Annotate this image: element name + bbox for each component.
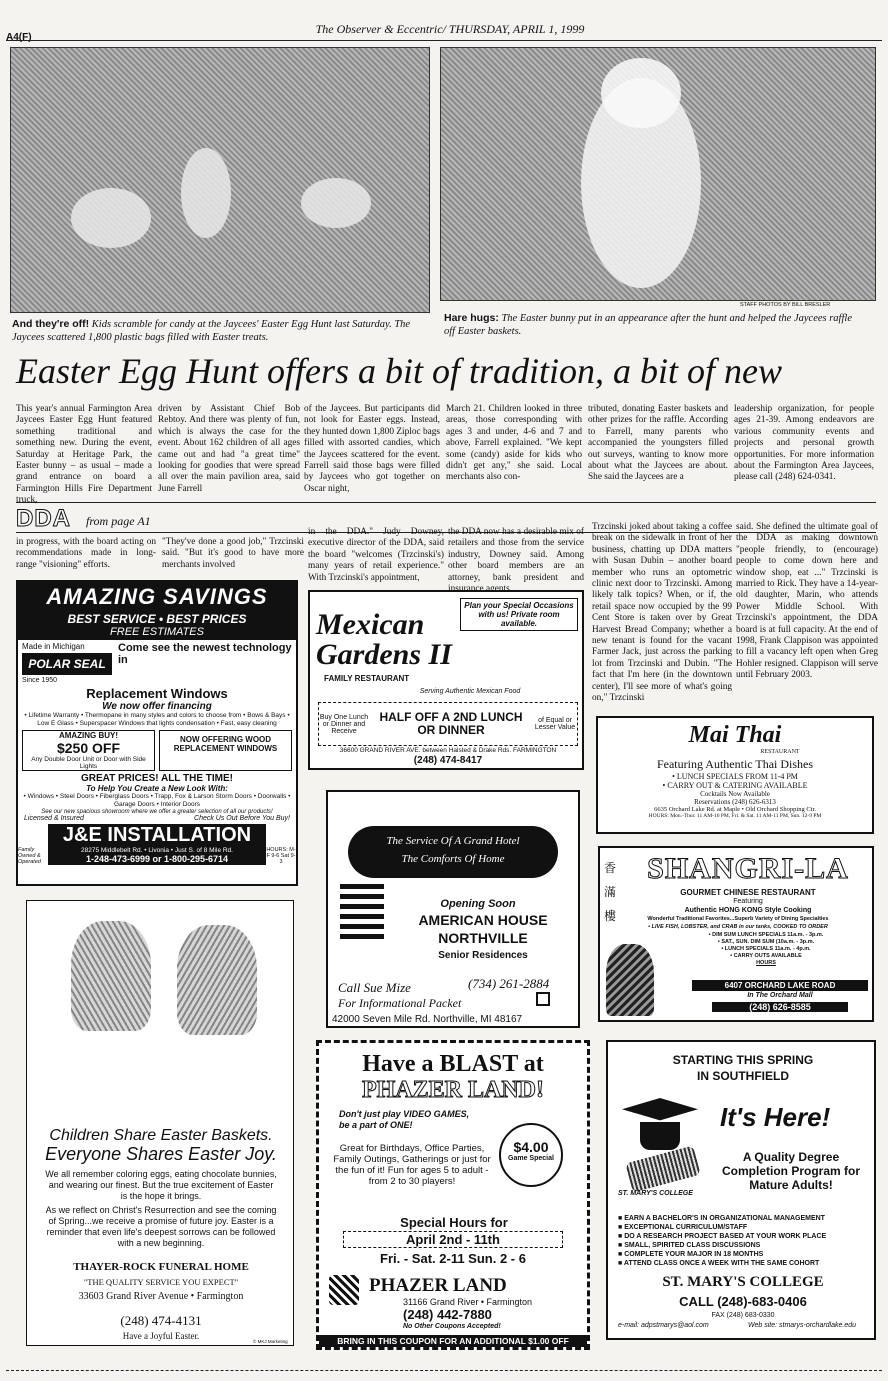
left-caption-lead: And they're off! (12, 318, 90, 330)
ad-phazer-land (316, 1040, 590, 1350)
american-address: 42000 Seven Mile Rd. Northville, MI 48167 (332, 1014, 523, 1025)
article-column-6: leadership organization, for people ages 21-39. Among endeavors are various community events and projects and personal growth opportunities. For more information about the Farmington Area Jaycees, please call (248) 624-0341. (734, 404, 874, 483)
phazer-times: Fri. - Sat. 2-11 Sun. 2 - 6 (380, 1251, 526, 1266)
article-column-2: driven by Assistant Chief Bob Rebtoy. And there was plenty of fun, which is always the case for the event. About 162 children of all ages came out and had "a great time" looking for goodies that were spread all over the main pavilion area, said June Farrell (158, 404, 300, 494)
mexican-name: Mexican Gardens II (316, 608, 452, 671)
mexican-offer: HALF OFF A 2ND LUNCH OR DINNER (379, 710, 523, 737)
shangrila-lunch: • LUNCH SPECIALS 11a.m. - 4p.m. (721, 946, 811, 952)
maithai-address: 6635 Orchard Lake Rd. at Maple • Old Orchard Shopping Ctr. (654, 806, 816, 813)
mexican-type: FAMILY RESTAURANT (324, 674, 410, 683)
je-products: • Windows • Steel Doors • Fiberglass Doors • Trapp, Fox & Larson Storm Doors • Doorwalls • Garage Doors • Interior Doors (23, 793, 291, 808)
stmarys-call: CALL (248)-683-0406 (679, 1294, 807, 1309)
shangrila-live: • LIVE FISH, LOBSTER, and CRAB in our tanks, COOKED TO ORDER (648, 924, 828, 930)
je-made-in: Made in Michigan (22, 642, 85, 651)
je-financing: We now offer financing (102, 701, 212, 712)
right-caption-text: The Easter bunny put in an appearance after the hunt and helped the Jaycees raffle off Easter baskets. (444, 313, 852, 337)
ad-st-marys (606, 1040, 876, 1340)
dda-column-4: the DDA now has a desirable mix of retailers and those from the service industry, Downey said. Among other board members are an attorney, bank president and (448, 527, 584, 583)
right-photo-caption (444, 312, 864, 338)
stmarys-quality1: A Quality Degree (742, 1150, 840, 1164)
equal-housing-icon (536, 992, 550, 1006)
american-packet: For Informational Packet (338, 996, 462, 1010)
phazer-dont: Don't just play VIDEO GAMES, be a part of ONE! (339, 1109, 470, 1130)
maithai-type: RESTAURANT (760, 749, 800, 755)
shangrila-name: SHANGRI-LA (647, 852, 849, 885)
je-come-see: Come see the newest technology in (118, 642, 292, 666)
phazer-dates: April 2nd - 11th (343, 1231, 563, 1248)
phazer-name: PHAZER LAND (369, 1275, 507, 1296)
stmarys-web: Web site: stmarys-orchardlake.edu (748, 1322, 857, 1329)
je-now-offering: NOW OFFERING WOOD REPLACEMENT WINDOWS (159, 730, 292, 771)
stmarys-logo: ST. MARY'S COLLEGE (618, 1190, 693, 1197)
shangrila-phone: (248) 626-8585 (712, 1002, 848, 1012)
dda-column-1: in progress, with the board acting on recommendations made in long-range "visioning" efforts. (16, 537, 156, 570)
stmarys-bullet: ■ DO A RESEARCH PROJECT BASED AT YOUR WORK PLACE (618, 1233, 827, 1240)
shangrila-sat: • SAT., SUN. DIM SUM (10a.m. - 3p.m. (717, 939, 815, 945)
american-tag2: The Comforts Of Home (401, 853, 505, 865)
dda-column-6: said. She defined the ultimate goal of the DDA as making downtown "people friendly, to (encourage) people to come down here and window shop, eat ..." Trzcinski is married to Rick. They have a 14-year-old daughter, Marin, who attends Power Middle School. With Trzcinski's appointment, the DDA board is at full capacity. At the end of 1998, Frank Clappison was appointed to fill a vacancy left open when Greg Hohler resigned. Clappison will serve until February 2003. (736, 522, 878, 681)
je-company: J&E INSTALLATION (48, 824, 266, 847)
shangrila-plaza: In The Orchard Mall (747, 992, 813, 999)
ad-american-house (326, 790, 580, 1028)
article-column-3: of the Jaycees. But participants did not look for Easter eggs. Instead, they hunted down 1,800 Ziploc bags filled with assorted candies, which the Jaycees scattered for the event. Farrell said those bags were filled by Jaycees who got together on Oscar night, (304, 404, 440, 494)
stmarys-fax: FAX (248) 683-0330 (711, 1312, 775, 1319)
phazer-price: $4.00 (513, 1139, 549, 1155)
je-hours: HOURS: M-F 9-6 Sat 9-3 (266, 847, 296, 865)
thayer-body2: As we reflect on Christ's Resurrection and see the coming of Spring...we receive a promise of future joy. Easter is a reminder that even life's deepest sorrows can be followed with a new beginning. (45, 1205, 277, 1248)
shangrila-carry: • CARRY OUTS AVAILABLE (730, 953, 802, 959)
article-headline: Easter Egg Hunt offers a bit of tradition, a bit of new (16, 351, 783, 391)
maithai-line2: • CARRY OUT & CATERING AVAILABLE (662, 781, 808, 790)
ad-mexican-gardens (308, 590, 584, 770)
je-licensed: Licensed & Insured (24, 815, 84, 822)
thayer-phone: (248) 474-4131 (120, 1313, 202, 1328)
je-since: Since 1950 (22, 677, 58, 684)
je-buy-price: $250 OFF (56, 740, 121, 756)
shangrila-wonderful: Wonderful Traditional Favorites...Superb Variety of Dining Specialties (647, 916, 829, 922)
je-features: • Lifetime Warranty • Thermopane in many styles and colors to choose from • Bows & Bays • Low E Glass • Superspacer Windows that lights condensation • Fast, easy cleaning (24, 712, 290, 727)
phazer-headline2: PHAZER LAND! (361, 1077, 544, 1103)
je-family: Family Owned & Operated (18, 847, 41, 865)
stmarys-bullet: ■ SMALL, SPIRITED CLASS DISCUSSIONS (618, 1242, 761, 1249)
je-replacement: Replacement Windows (86, 686, 228, 701)
thayer-credit: © MKJ Marketing (253, 1339, 288, 1344)
article-column-4: March 21. Children looked in three areas, those corresponding with ages 3 and under, 4-6 and 7 and above, Farrell explained. "We kept some (candy) aside for kids who didn't get any," she said. Local merchants also con- (446, 404, 582, 483)
thayer-headline1: Children Share Easter Baskets. (49, 1127, 273, 1144)
children-illustration-icon (71, 921, 151, 1031)
je-phones: 1-248-473-6999 or 1-800-295-6714 (85, 854, 229, 864)
stmarys-name: ST. MARY'S COLLEGE (662, 1274, 824, 1290)
maithai-hours: HOURS: Mon.-Thur. 11 AM-10 PM, Fri. & Sat. 11 AM-11 PM, Sun. 12-9 PM (648, 813, 822, 819)
shangrila-type: GOURMET CHINESE RESTAURANT (680, 888, 816, 897)
dda-label: DDA (16, 505, 71, 532)
phazer-coupon: BRING IN THIS COUPON FOR AN ADDITIONAL $1.00 OFF (319, 1335, 587, 1347)
thayer-name: THAYER-ROCK FUNERAL HOME (73, 1261, 249, 1273)
maithai-name: Mai Thai (688, 722, 782, 748)
stmarys-bullet: ■ EXCEPTIONAL CURRICULUM/STAFF (618, 1224, 748, 1231)
american-phone: (734) 261-2884 (468, 976, 550, 991)
maithai-cocktails: Cocktails Now Available (700, 790, 770, 798)
article-column-1: This year's annual Farmington Area Jaycees Easter Egg Hunt featured something traditional and something new. During the event, Saturday at Heritage Park, the Easter bunny – as usual – made a grand entrance on board a Farmington Hills Fire Department truck, (16, 404, 152, 506)
je-subbanner: BEST SERVICE • BEST PRICES (18, 612, 296, 626)
photo-credit: STAFF PHOTOS BY BILL BRESLER (740, 302, 831, 308)
je-great-prices: GREAT PRICES! ALL THE TIME! (80, 773, 234, 784)
dda-column-3: in the DDA." Judy Downey, executive director of the DDA, said the board "welcomes (Trzcinski's) many years of retail experience." With Trzcinski's appointment, (308, 527, 444, 583)
maithai-line1: • LUNCH SPECIALS FROM 11-4 PM (672, 772, 798, 781)
dda-column-2: "They've done a good job," Trzcinski said. "But it's good to have more merchants involved (162, 537, 304, 570)
stmarys-bullet-list (618, 1214, 874, 1268)
american-name3: Senior Residences (438, 950, 528, 961)
phazer-price-sub: Game Special (508, 1155, 554, 1162)
je-banner: AMAZING SAVINGS (18, 582, 296, 612)
stmarys-quality2: Completion Program for (721, 1164, 860, 1178)
stmarys-heres: It's Here! (720, 1102, 831, 1132)
dda-column-5: Trzcinski joked about taking a coffee break on the sidewalk in front of her business, chatting up DDA matters with Susan Dubin – another board member who runs an optometric clinic next door to Trzcinski. Among likely talk topics? When, or if, the retail space now occupied by the 99 Cent Store is taken over by Great Harvest Bread Company; whether a new tenant is found for the vacant Farmer Jack, just across the parking lot from Trzcinski and Dubin. "The fact that I'm here (in the downtown center), I'll see more of what's going on," Trzcinski (592, 522, 732, 704)
ad-shangri-la (598, 846, 874, 1022)
maithai-reservations: Reservations (248) 626-6313 (694, 798, 776, 806)
graduation-cap-base-icon (640, 1122, 680, 1150)
je-address: 28275 Middlebelt Rd. • Livonia • Just S. of 8 Mile Rd. (81, 847, 233, 854)
stmarys-bullet: ■ ATTEND CLASS ONCE A WEEK WITH THE SAME COHORT (618, 1260, 820, 1267)
stmarys-email: e-mail: adpstmarys@aol.com (618, 1322, 709, 1329)
paper-dateline: The Observer & Eccentric/ THURSDAY, APRIL 1, 1999 (315, 22, 585, 36)
shangrila-authentic: Authentic HONG KONG Style Cooking (684, 907, 812, 914)
maithai-featuring: Featuring Authentic Thai Dishes (656, 757, 814, 771)
ad-thayer-rock (26, 900, 294, 1346)
stmarys-starting2: IN SOUTHFIELD (697, 1069, 789, 1083)
photo-easter-bunny (440, 47, 876, 301)
phazer-address: 31166 Grand River • Farmington (403, 1297, 533, 1307)
shangrila-dim: • DIM SUM LUNCH SPECIALS 11a.m. - 3p.m. (708, 932, 824, 938)
basket-illustration-icon (177, 925, 257, 1035)
mexican-phone: (248) 474-8417 (413, 755, 483, 766)
american-tag1: The Service Of A Grand Hotel (386, 835, 520, 847)
thayer-address: 33603 Grand River Avenue • Farmington (78, 1291, 244, 1302)
phazer-other: No Other Coupons Accepted! (403, 1323, 501, 1330)
je-buy-label: AMAZING BUY! (58, 731, 119, 740)
je-showroom: See our new spacious showroom where we offer a greater selection of all our products! (41, 809, 273, 815)
phazer-special-hours: Special Hours for (400, 1215, 508, 1230)
page-number: A4(F) (6, 32, 32, 43)
je-free-estimates: FREE ESTIMATES (18, 626, 296, 640)
stmarys-bullet: ■ EARN A BACHELOR'S IN ORGANIZATIONAL MANAGEMENT (618, 1215, 825, 1222)
ad-mai-thai (596, 716, 874, 834)
left-caption-text: Kids scramble for candy at the Jaycees' Easter Egg Hunt last Saturday. The Jaycees scattered 1,800 plastic bags filled with Easter treats. (12, 319, 411, 343)
laser-figure-icon (329, 1275, 359, 1305)
flag-icon (340, 884, 384, 944)
mexican-serving: Serving Authentic Mexican Food (419, 688, 521, 695)
article-column-5: tributed, donating Easter baskets and other prizes for the raffle. According to Farrell, many parents who accompanied the youngsters filled out surveys, wanting to know more about what the Jaycees are about. She said the Jaycees are a (588, 404, 728, 483)
american-name2: NORTHVILLE (438, 930, 528, 946)
mexican-equal: of Equal or Lesser Value (534, 717, 576, 731)
je-brand-logo: POLAR SEAL (22, 653, 112, 675)
right-caption-lead: Hare hugs: (444, 312, 499, 324)
mexican-address: 36600 GRAND RIVER AVE. between Halsted & Drake Rds. FARMINGTON (339, 747, 557, 754)
thayer-headline2: Everyone Shares Easter Joy. (45, 1144, 277, 1164)
diploma-icon (625, 1145, 700, 1192)
stmarys-quality3: Mature Adults! (749, 1178, 833, 1192)
thayer-slogan: "THE QUALITY SERVICE YOU EXPECT" (83, 1277, 239, 1287)
je-help: To Help You Create a New Look With: (86, 784, 228, 793)
je-buy-desc: Any Double Door Unit or Door with Side Lights (31, 756, 146, 770)
left-photo-caption (12, 318, 432, 344)
shangrila-hours-label: HOURS (756, 960, 776, 966)
thayer-body1: We all remember coloring eggs, eating chocolate bunnies, and wearing our finest. But the true excitement of Easter is the hope it brings. (45, 1169, 277, 1201)
american-opening: Opening Soon (440, 898, 516, 910)
photo-egg-hunt (10, 47, 430, 313)
stmarys-starting1: STARTING THIS SPRING (672, 1053, 814, 1067)
dda-jump-line: from page A1 (86, 514, 151, 528)
shangrila-address: 6407 ORCHARD LAKE ROAD (692, 980, 868, 991)
thayer-closing: Have a Joyful Easter. (122, 1331, 200, 1341)
american-call: Call Sue Mize (338, 980, 411, 995)
mexican-special: Plan your Special Occasions with us! Private room available. (460, 598, 578, 631)
phazer-great: Great for Birthdays, Office Parties, Family Outings, Gatherings or just for the fun of it! Fun for ages 5 to adult - from 2 to 30 players! (333, 1143, 491, 1187)
shangrila-glyphs: 香 滿 樓 (604, 861, 617, 923)
mexican-buy-one: Buy One Lunch or Dinner and Receive (319, 713, 369, 735)
phazer-phone: (248) 442-7880 (403, 1307, 492, 1322)
phazer-headline1: Have a BLAST at (362, 1051, 544, 1077)
ad-je-installation (16, 580, 298, 886)
stmarys-bullet: ■ COMPLETE YOUR MAJOR IN 18 MONTHS (618, 1251, 764, 1258)
fish-illustration-icon (606, 944, 654, 1016)
shangrila-featuring: Featuring (733, 898, 763, 905)
je-check-us: Check Us Out Before You Buy! (194, 815, 290, 822)
american-name1: AMERICAN HOUSE (418, 912, 548, 928)
